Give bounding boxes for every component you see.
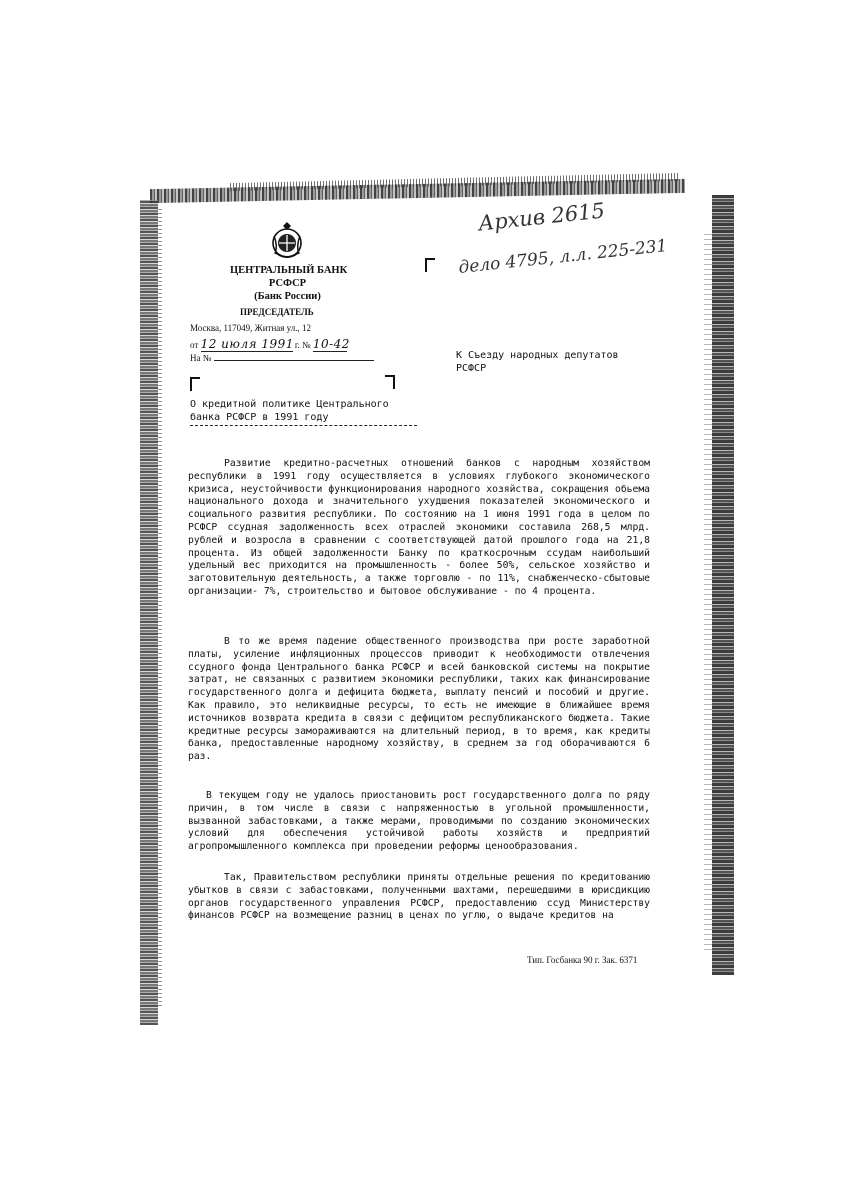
scan-edge-left: [140, 200, 158, 1025]
subject-underline: [190, 425, 417, 426]
recipient-line-2: РСФСР: [456, 363, 487, 374]
subject-line-2: банка РСФСР в 1991 году: [190, 412, 329, 423]
bank-address: Москва, 117049, Житная ул., 12: [190, 323, 312, 333]
body-paragraph-1: Развитие кредитно-расчетных отношений банков с народным хозяйством республики в 1991 году осуществляется в условиях глубокого экономического кризиса, неустойчивости функционирования народного хозяйства, сокращения обьема национального дохода и значительного ухудшения показателей экономического и социального развития республики. По состоянию на 1 июня 1991 года в целом по РСФСР ссудная задолженность всех отраслей экономики составила 268,5 млрд. рублей и возросла в сравнении с соответствующей датой прошлого года на 21,8 процента. Из общей задолженности Банку по краткосрочным ссудам наибольший удельный вес приходится на промышленность - более 50%, сельское хозяйство и заготовительную деятельность, а также торговлю - по 11%, снабженческо-сбытовые организации- 7%, строительство и бытовое обслуживание - по 4 процента.: [188, 458, 650, 597]
recipient-block: [456, 349, 619, 375]
print-imprint: Тип. Госбанка 90 г. Зак. 6371: [527, 955, 638, 965]
coat-of-arms-icon: [270, 222, 304, 260]
bank-name-line-1: ЦЕНТРАЛЬНЫЙ БАНК: [230, 265, 348, 276]
subject-line-1: О кредитной политике Центрального: [190, 399, 389, 410]
body-paragraph-4: Так, Правительством республики приняты отдельные решения по кредитованию убытков в связи с забастовками, полученными шахтами, перешедшими в юрисдикцию органов государственного управления РСФСР, предоставлению ссуд Министерству финансов РСФСР на возмещение разниц в ценах по углю, о выдаче кредитов на: [188, 872, 650, 922]
subject-bracket-left: [190, 377, 200, 391]
date-row: [190, 337, 390, 352]
scan-edge-right: [712, 195, 734, 975]
scan-edge-right-inner: [704, 230, 712, 950]
reference-line: [214, 360, 374, 361]
reference-prefix: На №: [190, 353, 212, 363]
date-value: 12 июля 1991: [200, 337, 294, 351]
reference-row: [190, 353, 374, 363]
handwritten-archive-note: Архив 2615: [477, 198, 606, 236]
recipient-bracket-left: [425, 258, 435, 272]
bank-name: [230, 264, 348, 303]
body-paragraph-3: В текущем году не удалось приостановить рост государственного долга по ряду причин, в том числе в связи с напряженностью в угольной промышленности, вызванной забастовками, а также мерами, проводимыми по созданию экономических условий для обеспечения устойчивой работы хозяйств и предприятий агропромышленного комплекса при проведении реформы ценообразования.: [188, 790, 650, 853]
bank-name-line-3: (Банк России): [254, 291, 321, 302]
scan-edge-left-inner: [158, 206, 162, 1006]
body-paragraph-2: В то же время падение общественного производства при росте заработной платы, усиление инфляционных процессов приводит к необходимости отвлечения ссудного фонда Центрального банка РСФСР и всей банковской системы на покрытие затрат, не связанных с развитием экономики республики, таких как финансирование государственного долга и дефицита бюджета, выплату пенсий и пособий и другие. Как правило, это неликвидные ресурсы, то есть не имеющие в ближайшее время источников возврата кредита в связи с дефицитом республиканского бюджета. Такие кредитные ресурсы замораживаются на длительный период, в то время, как кредиты банка, предоставленные народному хозяйству, в среднем за год оборачиваются 6 раз.: [188, 636, 650, 763]
document-number: 10-42: [312, 337, 350, 351]
chairman-title: ПРЕДСЕДАТЕЛЬ: [240, 307, 314, 317]
bank-name-line-2: РСФСР: [268, 278, 307, 289]
handwritten-file-note: дело 4795, л.л. 225-231: [457, 236, 669, 278]
subject-block: [190, 398, 389, 424]
recipient-line-1: К Съезду народных депутатов: [456, 350, 619, 361]
date-suffix: г. №: [294, 340, 311, 350]
subject-bracket-right: [385, 375, 395, 389]
date-prefix: от: [190, 340, 199, 350]
